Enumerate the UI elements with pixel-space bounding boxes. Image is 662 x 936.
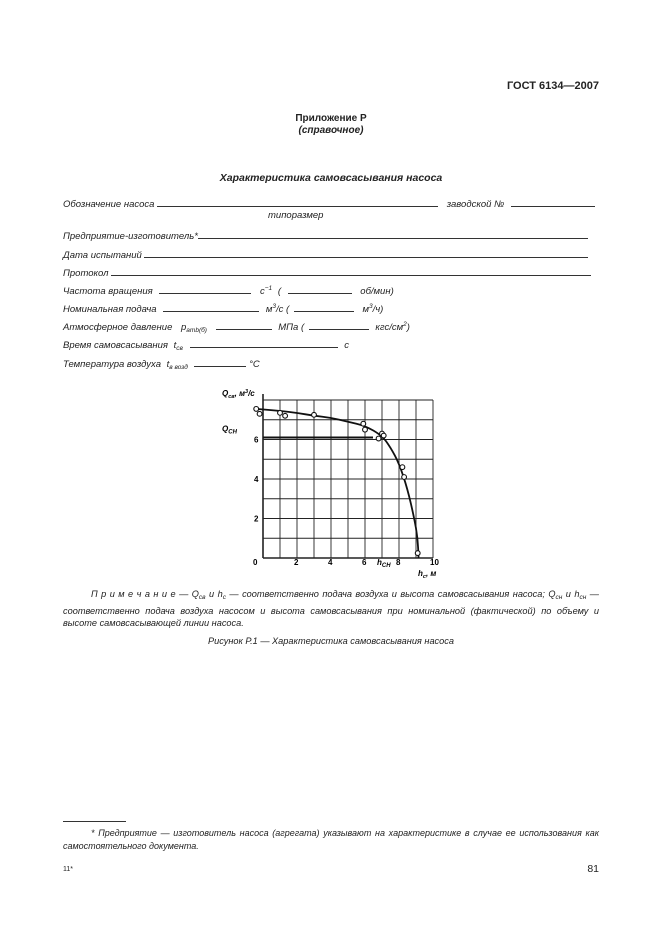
pump-label: Обозначение насоса: [63, 199, 155, 210]
temp-unit: °С: [249, 359, 260, 370]
chart-ticks-group: [253, 436, 439, 568]
y-tick-label: 6: [254, 435, 259, 445]
h-nominal-label: $h_{CH}$: [377, 558, 391, 569]
pressure-fill-line: [216, 320, 272, 330]
pressure-row: Атмосферное давление $p_{amb(б)}$ МПа ( кгс/$см^2$): [63, 321, 410, 334]
flow-row: Номинальная подача $м^3/с$ ( $м^3/ч$): [63, 303, 384, 315]
temp-label: Температура воздуха: [63, 359, 161, 370]
pump-fill-line: [157, 197, 438, 207]
data-point: [400, 465, 405, 470]
chart-grid: [263, 394, 433, 558]
data-point: [363, 427, 368, 432]
x-tick-label: 10: [430, 558, 439, 567]
serial-fill-line: [511, 197, 595, 207]
protocol-fill-line: [111, 266, 591, 276]
speed-row: Частота вращения $с^{-1}$ ( об/мин): [63, 285, 394, 297]
chart-points-group: [254, 406, 420, 555]
data-point: [312, 412, 317, 417]
maker-label: Предприятие-изготовитель*: [63, 231, 198, 242]
chart-curve-group: [256, 409, 418, 558]
size-label: типоразмер: [268, 210, 324, 221]
document-title: Характеристика самовсасывания насоса: [219, 172, 443, 184]
speed-unit-2: об/мин): [360, 286, 394, 297]
pump-designation-row: [63, 197, 595, 210]
data-point: [402, 475, 407, 480]
pressure-label: Атмосферное давление: [63, 322, 173, 333]
speed-fill-line-2: [288, 284, 352, 294]
y-tick-label: 2: [254, 514, 259, 524]
y-tick-label: 4: [254, 475, 259, 484]
date-fill-line: [144, 248, 588, 258]
footnote-rule: [63, 821, 126, 822]
pressure-unit: МПа (: [278, 322, 305, 333]
flow-unit: м: [265, 304, 273, 315]
pressure-unit-2: кгс/см: [375, 322, 404, 333]
serial-label: заводской №: [446, 199, 505, 210]
maker-fill-line: [198, 229, 588, 239]
flow-fill-line: [163, 302, 259, 312]
q-nominal-label: $Q_{CH}$: [222, 424, 237, 436]
temp-fill-line: [194, 357, 246, 367]
time-label: Время самовсасывания: [63, 340, 168, 351]
time-unit: с: [344, 340, 349, 351]
x-axis-label: $h_с$, м: [418, 569, 437, 580]
maker-row: [63, 229, 588, 242]
air-temp-row: Температура воздуха $t_{в возд}$ °С: [63, 359, 260, 371]
x-tick-label: 2: [294, 558, 299, 567]
data-point: [283, 413, 288, 418]
speed-label: Частота вращения: [63, 286, 153, 297]
appendix-title: Приложение Р: [295, 113, 367, 124]
time-fill-line: [190, 338, 338, 348]
page-number: 81: [587, 863, 599, 875]
y-axis-label: $Q_{св}$, $м^3/с$: [222, 389, 255, 400]
data-point: [278, 410, 283, 415]
data-point: [376, 436, 381, 441]
flow-unit-2: м: [362, 304, 369, 315]
date-row: [63, 248, 588, 261]
characteristic-curve: [256, 409, 418, 558]
data-point: [254, 406, 259, 411]
data-point: [257, 411, 262, 416]
data-point: [415, 551, 420, 556]
flow-label: Номинальная подача: [63, 304, 157, 315]
x-tick-label: 4: [328, 558, 333, 567]
appendix-subtitle: (справочное): [298, 125, 364, 136]
x-tick-label: 8: [396, 558, 401, 567]
x-tick-label: 6: [362, 558, 367, 567]
standard-number: ГОСТ 6134—2007: [506, 80, 599, 92]
sheet-mark: 11*: [63, 866, 73, 873]
speed-fill-line: [159, 284, 251, 294]
self-priming-chart: [200, 380, 460, 580]
protocol-label: Протокол: [63, 268, 109, 279]
protocol-row: [63, 266, 591, 279]
figure-caption: Рисунок Р.1 — Характеристика самовсасывания насоса: [208, 636, 454, 646]
speed-unit: с: [260, 286, 265, 297]
date-label: Дата испытаний: [63, 250, 142, 261]
flow-fill-line-2: [294, 302, 354, 312]
chart-note: П р и м е ч а н и е — $Q_{св}$ и $h_с$ — соответственно подача воздуха и высота самовсасывания насоса; $Q_{сн}$ и $h_{сн}$ — соответственно подача воздуха насосом и высота самовсасывания при номинальной (фактической) по объему и высоте самовсасывающей линии насоса.: [63, 589, 599, 628]
x-tick-label: 0: [253, 558, 258, 567]
suction-time-row: Время самовсасывания $t_{св}$ с: [63, 340, 349, 352]
data-point: [381, 433, 386, 438]
note-prefix: П р и м е ч а н и е —: [91, 589, 189, 599]
pressure-fill-line-2: [309, 320, 369, 330]
data-point: [361, 421, 366, 426]
footnote: * Предприятие — изготовитель насоса (агрегата) указывают на характеристике в случае ее использования как самостоятельного документа.: [63, 828, 599, 851]
